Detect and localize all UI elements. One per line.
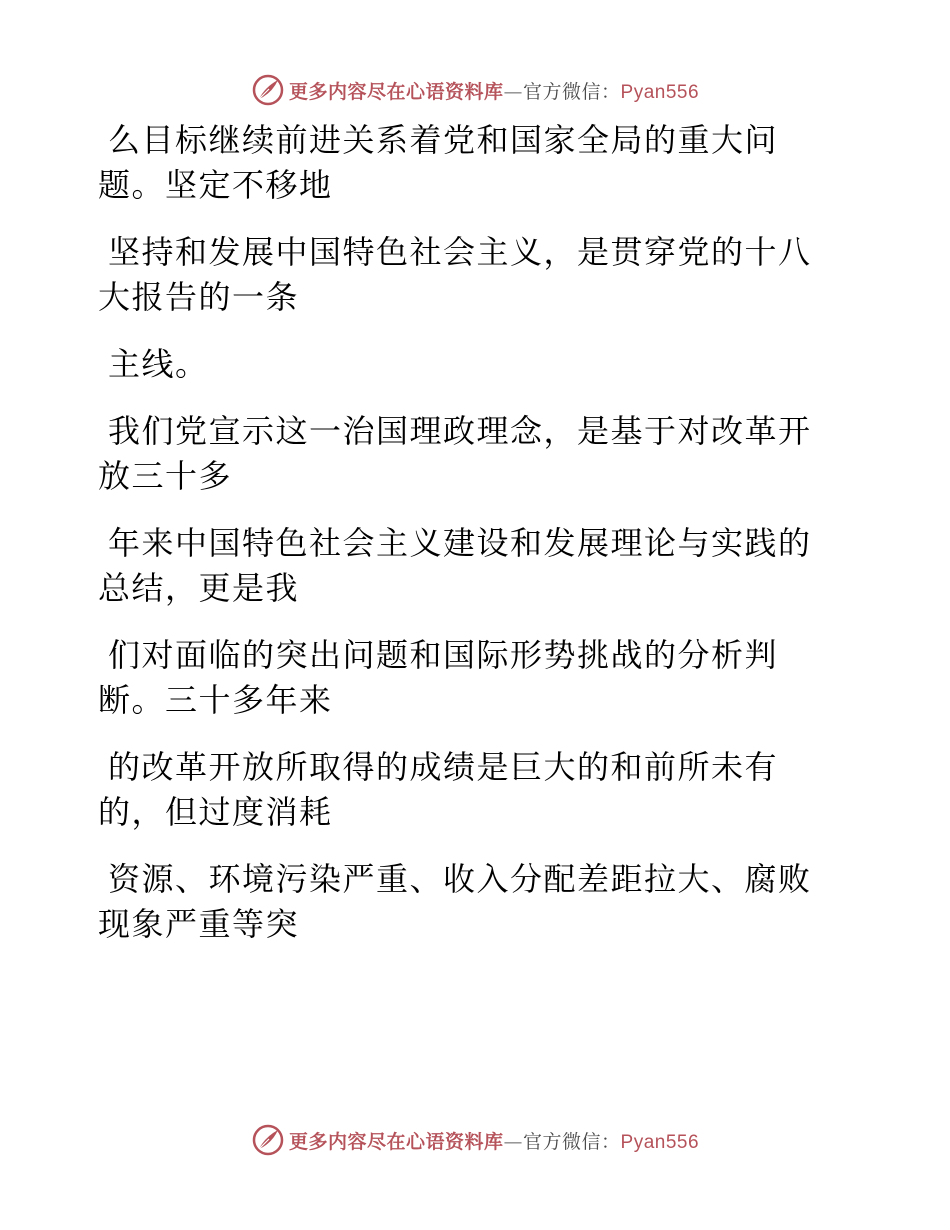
paragraph xyxy=(98,230,838,320)
paragraph-line: 放三十多 xyxy=(98,457,233,495)
header-official-label: 官方微信 xyxy=(522,80,601,103)
header-banner xyxy=(0,70,950,110)
paragraph-line: 么目标继续前进关系着党和国家全局的重大问 xyxy=(108,121,779,159)
paragraph-line: 大报告的一条 xyxy=(98,278,300,316)
footer-watermark-text xyxy=(289,1127,699,1154)
paragraph-line: 总结，更是我 xyxy=(98,569,300,607)
paragraph-line: 坚持和发展中国特色社会主义，是贯穿党的十八 xyxy=(108,233,812,271)
paragraph-line: 们对面临的突出问题和国际形势挑战的分析判 xyxy=(108,636,779,674)
paragraph-line: 主线。 xyxy=(108,345,209,383)
header-wechat-id: Pyan556 xyxy=(620,81,700,103)
document-body xyxy=(98,118,838,969)
paragraph xyxy=(98,745,838,835)
header-dash: — xyxy=(503,80,523,103)
footer-wechat-id: Pyan556 xyxy=(620,1131,700,1153)
paragraph-line: 题。坚定不移地 xyxy=(98,166,333,204)
paragraph-line: 资源、环境污染严重、收入分配差距拉大、腐败 xyxy=(108,860,812,898)
paragraph-line: 年来中国特色社会主义建设和发展理论与实践的 xyxy=(108,524,812,562)
quill-logo-icon xyxy=(251,73,285,107)
header-library-name: 更多内容尽在心语资料库 xyxy=(288,80,504,103)
paragraph xyxy=(98,521,838,611)
quill-logo-icon xyxy=(251,1123,285,1157)
paragraph-line: 我们党宣示这一治国理政理念，是基于对改革开 xyxy=(108,412,812,450)
paragraph xyxy=(98,342,838,387)
footer-dash: — xyxy=(503,1130,523,1153)
footer-official-label: 官方微信 xyxy=(522,1130,601,1153)
footer-colon: ： xyxy=(601,1130,621,1153)
header-colon: ： xyxy=(601,80,621,103)
paragraph-line: 现象严重等突 xyxy=(98,905,300,943)
paragraph xyxy=(98,633,838,723)
footer-banner xyxy=(0,1120,950,1160)
paragraph-line: 断。三十多年来 xyxy=(98,681,333,719)
paragraph-line: 的改革开放所取得的成绩是巨大的和前所未有 xyxy=(108,748,779,786)
footer-library-name: 更多内容尽在心语资料库 xyxy=(288,1130,504,1153)
paragraph xyxy=(98,409,838,499)
paragraph xyxy=(98,118,838,208)
header-watermark-text xyxy=(289,77,699,104)
paragraph xyxy=(98,857,838,947)
paragraph-line: 的，但过度消耗 xyxy=(98,793,333,831)
